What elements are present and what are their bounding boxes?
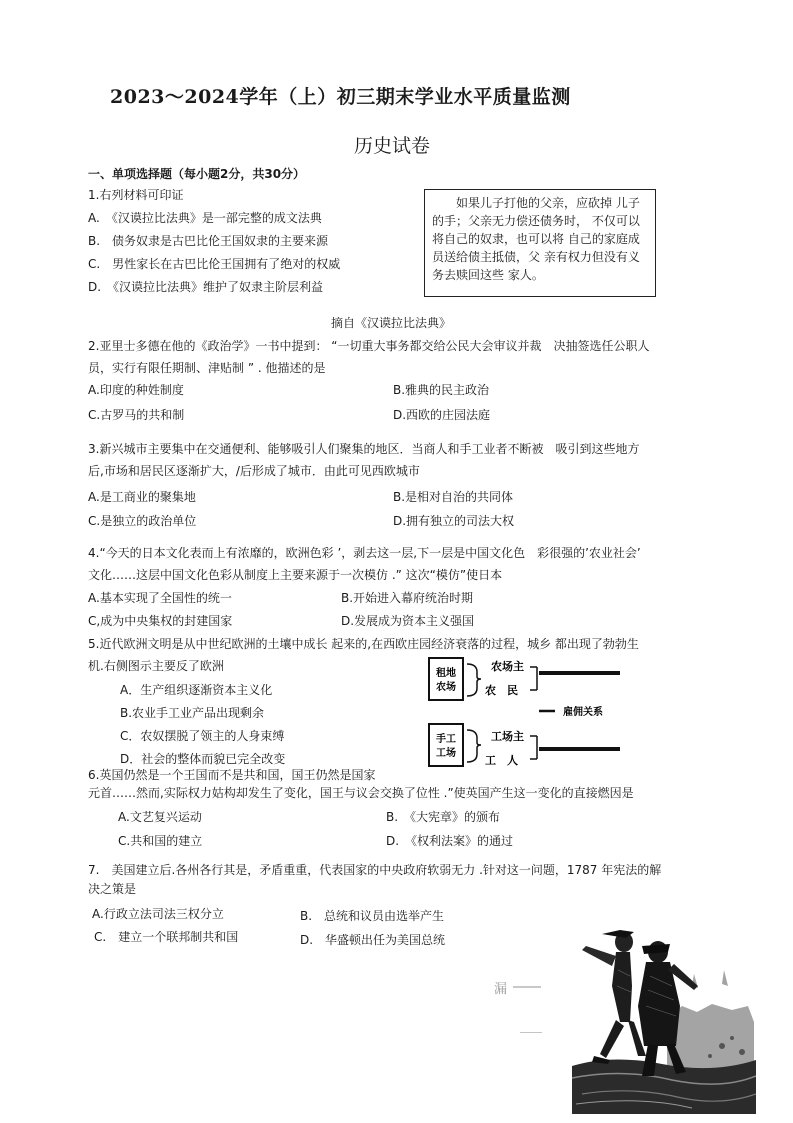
q5-stem-line2: 机.右侧图示主要反了欧洲 (88, 659, 224, 673)
diagram-relation: 雇佣关系 (563, 707, 603, 718)
diagram-top-role2: 农 民 (485, 684, 518, 697)
q5-diagram (425, 650, 625, 775)
q5-option-c: C．农奴摆脱了领主的人身束缚 (120, 729, 285, 743)
q7-stem-line1: 7. 美国建立后.各州各行其是，矛盾重重，代表国家的中央政府软弱无力 .针对这一问题，1787 年宪法的解 (88, 863, 662, 877)
faint-mark (513, 986, 541, 988)
image-caption-fragment: 漏 (494, 982, 508, 997)
q4-option-d: D.发展成为资本主义强国 (341, 614, 475, 628)
q7-option-b: B. 总统和议员由选举产生 (300, 909, 445, 923)
q3-option-a: A.是工商业的聚集地 (88, 490, 196, 504)
diagram-box-bottom-line2: 工场 (436, 748, 456, 759)
q2-option-b: B.雅典的民主政治 (393, 383, 490, 397)
q2-option-c: C.古罗马的共和制 (88, 408, 185, 422)
q3-option-b: B.是相对自治的共同体 (393, 490, 514, 504)
faint-mark (520, 1024, 542, 1033)
q7-option-d: D. 华盛顿出任为美国总统 (300, 933, 446, 947)
q6-stem-line1: 6.英国仍然是一个王国而不是共和国，国王仍然是国家 (88, 768, 376, 782)
q1-option-b: B. 债务奴隶是古巴比伦王国奴隶的主要来源 (88, 234, 329, 248)
q6-option-a: A.文艺复兴运动 (118, 810, 202, 824)
q4-option-c: C,成为中央集权的封建国家 (88, 614, 233, 628)
q6-stem-line2: 元首……然而,实际权力姑构却发生了变化，国王与议会交换了位性 .”使英国产生这一变化的直接燃因是 (88, 786, 634, 800)
q1-option-a: A. 《汉谟拉比法典》是一部完整的成文法典 (88, 211, 322, 225)
q4-stem-line2: 文化……这层中国文化色彩从制度上主要来源于一次模仿 .” 这次“模仿”使日本 (88, 568, 503, 582)
q3-option-c: C.是独立的政治单位 (88, 514, 197, 528)
section-heading: 一、单项选择题（每小题2分，共30分） (88, 167, 306, 181)
q5-stem-line1: 5.近代欧洲文明是从中世纪欧洲的土壤中成长 起来的,在西欧庄园经济衰落的过程，城乡 都出现了勃勃生 (88, 637, 639, 651)
q6-option-b: B. 《大宪章》的颁布 (386, 810, 501, 824)
q4-stem-line1: 4.“今天的日本文化表而上有浓靡的，欧洲色彩 ’，剥去这一层,下一层是中国文化色 彩很强的’农业社会’ (88, 546, 641, 560)
q5-option-a: A．生产组织逐渐资本主义化 (120, 683, 273, 697)
q7-option-a: A.行政立法司法三权分立 (92, 907, 224, 921)
diagram-brace-top (467, 664, 481, 696)
exam-title: 2023～2024学年（上）初三期末学业水平质量监测 (110, 86, 571, 108)
q7-stem-line2: 决之策是 (88, 882, 137, 896)
q2-option-d: D.西欧的庄园法庭 (393, 408, 491, 422)
q4-option-a: A.基本实现了全国性的统一 (88, 591, 232, 605)
q2-option-a: A.印度的种姓制度 (88, 383, 184, 397)
exam-subtitle: 历史试卷 (354, 135, 431, 157)
q3-option-d: D.拥有独立的司法大权 (393, 514, 515, 528)
q2-stem-line2: 员，实行有限任期制、津贴制 ” . 他描述的是 (88, 361, 326, 375)
historical-illustration (572, 926, 756, 1114)
q5-option-b: B.农业手工业产品出现剩余 (120, 706, 265, 720)
diagram-bottom-role1: 工场主 (491, 730, 524, 743)
q1-stem: 1.右列材料可印证 (88, 188, 184, 202)
q6-option-c: C.共和国的建立 (118, 834, 203, 848)
diagram-box-bottom-line1: 手工 (436, 734, 456, 745)
q1-quote-box: 如果儿子打他的父亲，应砍掉 儿子的手；父亲无力偿还债务时， 不仅可以将自己的奴隶，也可以将 自己的家庭成员送给债主抵债，父 亲有权力但没有义务去赎回这些 家人。 (424, 189, 656, 297)
diagram-brace-bottom (467, 730, 481, 762)
q1-source: 摘自《汉谟拉比法典》 (331, 316, 452, 330)
diagram-bottom-role2: 工 人 (485, 754, 518, 767)
diagram-box-top-line1: 租地 (436, 668, 456, 679)
diagram-box-top-line2: 农场 (436, 682, 456, 693)
q1-option-d: D. 《汉谟拉比法典》维护了奴隶主阶层利益 (88, 280, 324, 294)
q4-option-b: B.开始进入幕府统治时期 (341, 591, 474, 605)
q7-option-c: C. 建立一个联邦制共和国 (94, 930, 239, 944)
q3-stem-line2: 后,市场和居民区逐渐扩大，/后形成了城市．由此可见西欧城市 (88, 464, 420, 478)
diagram-box-top (429, 658, 463, 700)
diagram-top-role1: 农场主 (491, 660, 524, 673)
q6-option-d: D. 《权利法案》的通过 (386, 834, 514, 848)
q3-stem-line1: 3.新兴城市主要集中在交通便利、能够吸引人们聚集的地区．当商人和手工业者不断被 吸引到这些地方 (88, 442, 640, 456)
q5-option-d: D．社会的整体而貌已完全改变 (120, 752, 286, 766)
diagram-box-bottom (429, 724, 463, 766)
q2-stem-line1: 2.亚里士多德在他的《政治学》一书中提到： “一切重大事务都交给公民大会审议并裁 决抽签选任公职人 (88, 339, 650, 353)
q1-option-c: C. 男性家长在古巴比伦王国拥有了绝对的权威 (88, 257, 341, 271)
